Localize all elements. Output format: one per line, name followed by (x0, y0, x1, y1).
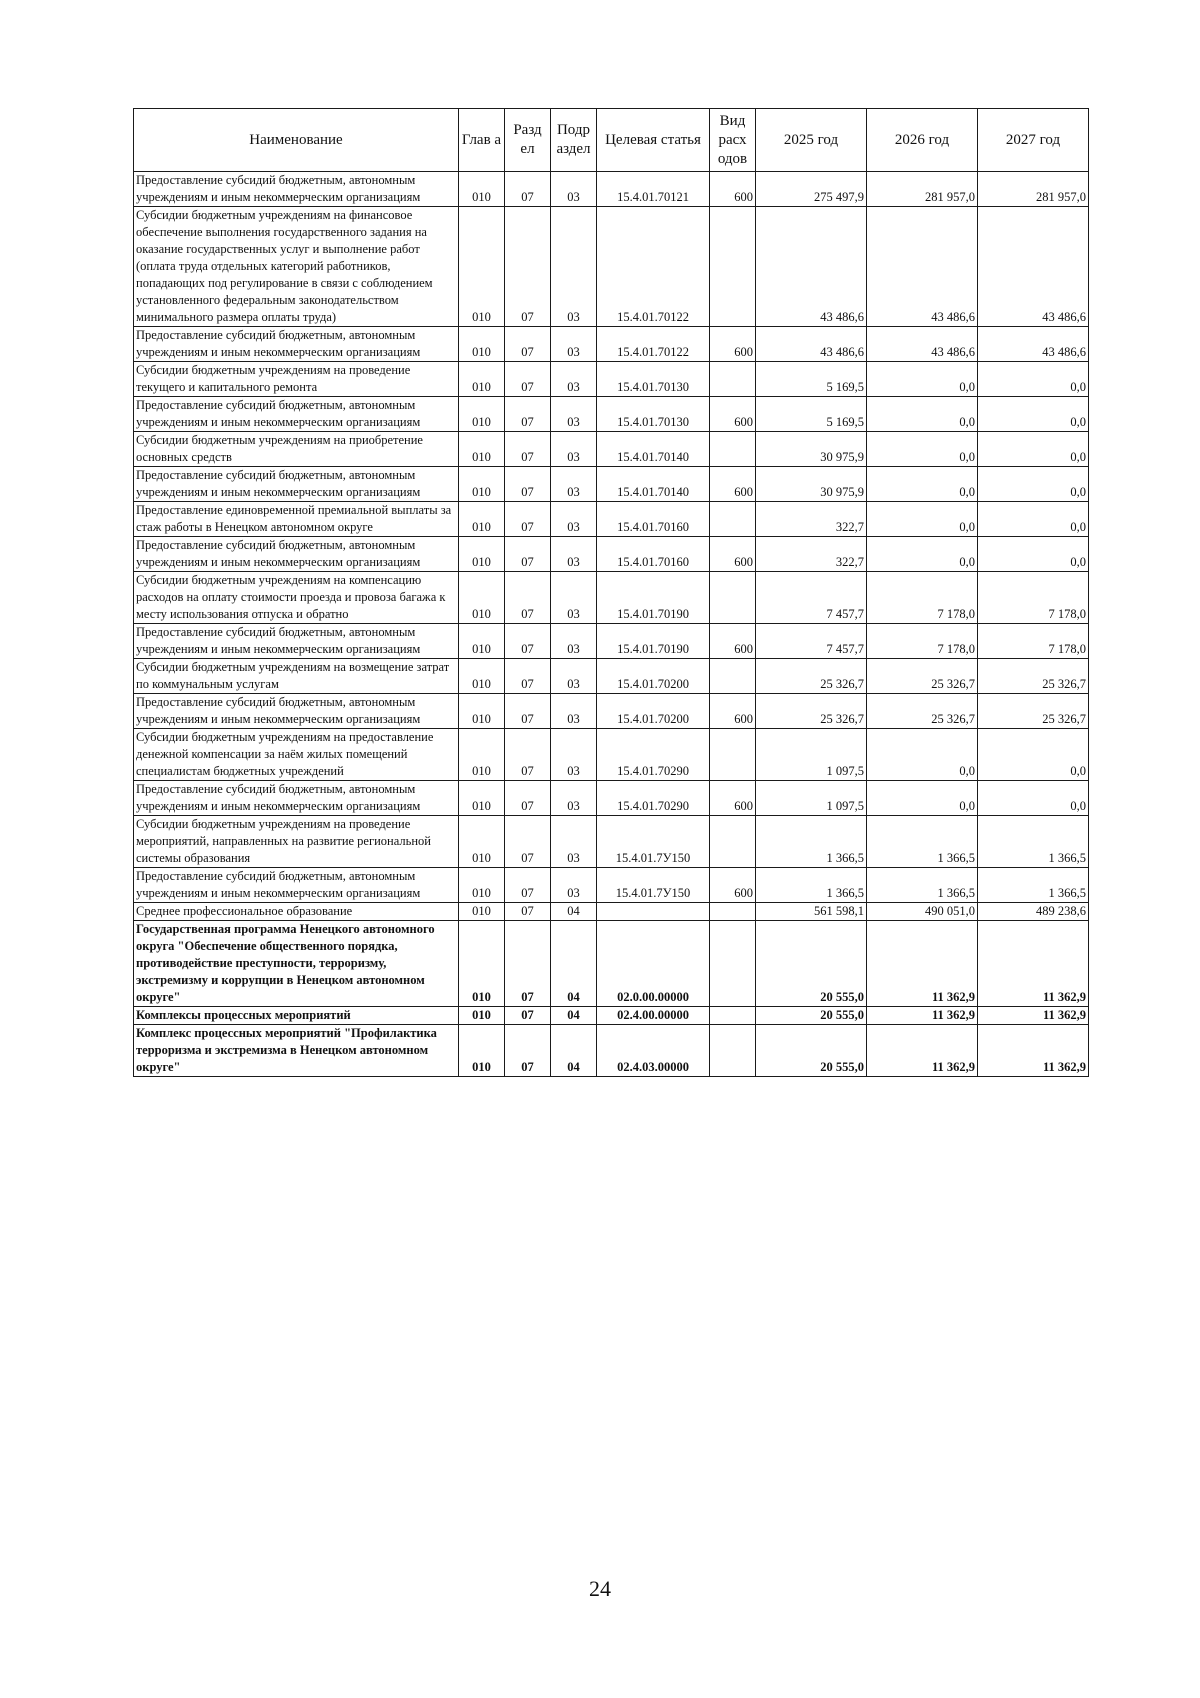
cell-name: Субсидии бюджетным учреждениям на компенсацию расходов на оплату стоимости проезда и провоза багажа к месту использования отпуска и обратно (134, 572, 459, 624)
cell-article: 15.4.01.70160 (597, 537, 710, 572)
cell-2027: 7 178,0 (978, 572, 1089, 624)
cell-glava: 010 (459, 467, 505, 502)
cell-2026: 11 362,9 (867, 1007, 978, 1025)
cell-2025: 1 366,5 (756, 868, 867, 903)
cell-vid: 600 (710, 327, 756, 362)
cell-vid (710, 502, 756, 537)
cell-podrazdel: 04 (551, 921, 597, 1007)
cell-glava: 010 (459, 868, 505, 903)
table-row (134, 624, 1089, 659)
table-row (134, 502, 1089, 537)
cell-2025: 7 457,7 (756, 624, 867, 659)
cell-vid (710, 432, 756, 467)
cell-2026: 0,0 (867, 781, 978, 816)
cell-2026: 281 957,0 (867, 172, 978, 207)
cell-2025: 1 097,5 (756, 781, 867, 816)
cell-glava: 010 (459, 572, 505, 624)
cell-2025: 20 555,0 (756, 921, 867, 1007)
cell-name: Предоставление субсидий бюджетным, автономным учреждениям и иным некоммерческим организациям (134, 781, 459, 816)
cell-article: 15.4.01.70200 (597, 694, 710, 729)
cell-2027: 0,0 (978, 397, 1089, 432)
cell-razdel: 07 (505, 694, 551, 729)
cell-article: 15.4.01.70130 (597, 397, 710, 432)
cell-vid (710, 903, 756, 921)
cell-razdel: 07 (505, 1007, 551, 1025)
cell-2025: 1 366,5 (756, 816, 867, 868)
cell-podrazdel: 03 (551, 572, 597, 624)
cell-2026: 11 362,9 (867, 921, 978, 1007)
cell-razdel: 07 (505, 397, 551, 432)
cell-2026: 1 366,5 (867, 868, 978, 903)
cell-podrazdel: 03 (551, 362, 597, 397)
cell-article: 02.4.03.00000 (597, 1025, 710, 1077)
cell-2027: 11 362,9 (978, 1007, 1089, 1025)
cell-glava: 010 (459, 816, 505, 868)
cell-name: Предоставление субсидий бюджетным, автономным учреждениям и иным некоммерческим организациям (134, 537, 459, 572)
cell-razdel: 07 (505, 729, 551, 781)
cell-razdel: 07 (505, 921, 551, 1007)
cell-podrazdel: 04 (551, 1007, 597, 1025)
cell-2027: 281 957,0 (978, 172, 1089, 207)
cell-2025: 20 555,0 (756, 1025, 867, 1077)
cell-glava: 010 (459, 921, 505, 1007)
table-row (134, 903, 1089, 921)
cell-name: Предоставление субсидий бюджетным, автономным учреждениям и иным некоммерческим организациям (134, 467, 459, 502)
cell-article: 15.4.01.7У150 (597, 868, 710, 903)
cell-2026: 43 486,6 (867, 327, 978, 362)
cell-podrazdel: 03 (551, 207, 597, 327)
cell-razdel: 07 (505, 868, 551, 903)
cell-2025: 20 555,0 (756, 1007, 867, 1025)
cell-name: Предоставление субсидий бюджетным, автономным учреждениям и иным некоммерческим организациям (134, 694, 459, 729)
header-2027: 2027 год (978, 109, 1089, 172)
cell-2027: 43 486,6 (978, 327, 1089, 362)
cell-name: Субсидии бюджетным учреждениям на проведение мероприятий, направленных на развитие региональной системы образования (134, 816, 459, 868)
cell-2025: 43 486,6 (756, 327, 867, 362)
cell-article: 15.4.01.70160 (597, 502, 710, 537)
budget-table (133, 108, 1089, 1077)
cell-2026: 25 326,7 (867, 694, 978, 729)
table-row (134, 362, 1089, 397)
cell-razdel: 07 (505, 327, 551, 362)
cell-2026: 0,0 (867, 362, 978, 397)
cell-vid: 600 (710, 694, 756, 729)
cell-vid (710, 1025, 756, 1077)
cell-2027: 25 326,7 (978, 694, 1089, 729)
cell-vid (710, 659, 756, 694)
cell-vid (710, 572, 756, 624)
cell-name: Предоставление субсидий бюджетным, автономным учреждениям и иным некоммерческим организациям (134, 397, 459, 432)
cell-glava: 010 (459, 903, 505, 921)
cell-podrazdel: 03 (551, 432, 597, 467)
cell-name: Предоставление субсидий бюджетным, автономным учреждениям и иным некоммерческим организациям (134, 172, 459, 207)
cell-vid: 600 (710, 172, 756, 207)
table-row (134, 537, 1089, 572)
table-row (134, 921, 1089, 1007)
table-row (134, 172, 1089, 207)
cell-2025: 30 975,9 (756, 432, 867, 467)
cell-glava: 010 (459, 694, 505, 729)
cell-podrazdel: 03 (551, 624, 597, 659)
table-row (134, 327, 1089, 362)
cell-article: 15.4.01.70121 (597, 172, 710, 207)
cell-2026: 490 051,0 (867, 903, 978, 921)
cell-2027: 0,0 (978, 362, 1089, 397)
cell-name: Предоставление субсидий бюджетным, автономным учреждениям и иным некоммерческим организациям (134, 868, 459, 903)
cell-podrazdel: 03 (551, 816, 597, 868)
cell-2027: 25 326,7 (978, 659, 1089, 694)
cell-name: Субсидии бюджетным учреждениям на приобретение основных средств (134, 432, 459, 467)
cell-glava: 010 (459, 327, 505, 362)
table-row (134, 816, 1089, 868)
header-name: Наименование (134, 109, 459, 172)
cell-2025: 275 497,9 (756, 172, 867, 207)
cell-2027: 7 178,0 (978, 624, 1089, 659)
cell-2027: 0,0 (978, 781, 1089, 816)
cell-glava: 010 (459, 502, 505, 537)
cell-razdel: 07 (505, 781, 551, 816)
cell-article: 15.4.01.70190 (597, 572, 710, 624)
cell-2026: 0,0 (867, 502, 978, 537)
cell-2025: 322,7 (756, 537, 867, 572)
cell-article (597, 903, 710, 921)
cell-vid (710, 1007, 756, 1025)
cell-2027: 489 238,6 (978, 903, 1089, 921)
cell-2027: 0,0 (978, 432, 1089, 467)
cell-name: Субсидии бюджетным учреждениям на возмещение затрат по коммунальным услугам (134, 659, 459, 694)
cell-vid: 600 (710, 781, 756, 816)
cell-article: 15.4.01.70290 (597, 729, 710, 781)
cell-podrazdel: 03 (551, 172, 597, 207)
cell-razdel: 07 (505, 467, 551, 502)
cell-name: Государственная программа Ненецкого автономного округа "Обеспечение общественного порядка, противодействие преступности, терроризму, экстремизму и коррупции в Ненецком автономном округе" (134, 921, 459, 1007)
cell-podrazdel: 03 (551, 659, 597, 694)
cell-vid: 600 (710, 467, 756, 502)
cell-vid (710, 362, 756, 397)
table-row (134, 467, 1089, 502)
cell-razdel: 07 (505, 903, 551, 921)
table-row (134, 694, 1089, 729)
cell-name: Предоставление субсидий бюджетным, автономным учреждениям и иным некоммерческим организациям (134, 624, 459, 659)
table-row (134, 1007, 1089, 1025)
cell-2027: 0,0 (978, 537, 1089, 572)
cell-2025: 25 326,7 (756, 659, 867, 694)
cell-2025: 5 169,5 (756, 362, 867, 397)
cell-2026: 11 362,9 (867, 1025, 978, 1077)
cell-podrazdel: 04 (551, 1025, 597, 1077)
header-2025: 2025 год (756, 109, 867, 172)
cell-name: Предоставление единовременной премиальной выплаты за стаж работы в Ненецком автономном округе (134, 502, 459, 537)
cell-2026: 0,0 (867, 537, 978, 572)
cell-name: Субсидии бюджетным учреждениям на проведение текущего и капитального ремонта (134, 362, 459, 397)
cell-article: 02.0.00.00000 (597, 921, 710, 1007)
cell-2026: 7 178,0 (867, 624, 978, 659)
cell-vid (710, 816, 756, 868)
cell-article: 15.4.01.70140 (597, 467, 710, 502)
cell-glava: 010 (459, 207, 505, 327)
cell-2025: 43 486,6 (756, 207, 867, 327)
cell-2026: 25 326,7 (867, 659, 978, 694)
cell-glava: 010 (459, 537, 505, 572)
cell-2026: 0,0 (867, 729, 978, 781)
table-row (134, 729, 1089, 781)
cell-razdel: 07 (505, 1025, 551, 1077)
cell-glava: 010 (459, 729, 505, 781)
cell-vid: 600 (710, 537, 756, 572)
cell-podrazdel: 03 (551, 694, 597, 729)
cell-glava: 010 (459, 362, 505, 397)
cell-2026: 0,0 (867, 432, 978, 467)
cell-name: Предоставление субсидий бюджетным, автономным учреждениям и иным некоммерческим организациям (134, 327, 459, 362)
cell-2027: 0,0 (978, 729, 1089, 781)
cell-podrazdel: 03 (551, 467, 597, 502)
cell-razdel: 07 (505, 816, 551, 868)
cell-glava: 010 (459, 659, 505, 694)
cell-glava: 010 (459, 432, 505, 467)
cell-vid (710, 729, 756, 781)
cell-razdel: 07 (505, 502, 551, 537)
cell-vid: 600 (710, 624, 756, 659)
page-number: 24 (589, 1576, 611, 1601)
table-row (134, 397, 1089, 432)
cell-2026: 1 366,5 (867, 816, 978, 868)
cell-razdel: 07 (505, 172, 551, 207)
cell-razdel: 07 (505, 207, 551, 327)
cell-razdel: 07 (505, 624, 551, 659)
cell-name: Комплекс процессных мероприятий "Профилактика терроризма и экстремизма в Ненецком автономном округе" (134, 1025, 459, 1077)
cell-article: 15.4.01.70290 (597, 781, 710, 816)
table-body (134, 172, 1089, 1077)
cell-glava: 010 (459, 1025, 505, 1077)
header-2026: 2026 год (867, 109, 978, 172)
table-row (134, 1025, 1089, 1077)
cell-2026: 0,0 (867, 467, 978, 502)
cell-article: 15.4.01.7У150 (597, 816, 710, 868)
cell-vid: 600 (710, 397, 756, 432)
cell-article: 15.4.01.70190 (597, 624, 710, 659)
header-razdel: Разд ел (505, 109, 551, 172)
cell-article: 15.4.01.70122 (597, 207, 710, 327)
cell-2025: 25 326,7 (756, 694, 867, 729)
cell-razdel: 07 (505, 659, 551, 694)
cell-podrazdel: 03 (551, 537, 597, 572)
cell-name: Среднее профессиональное образование (134, 903, 459, 921)
cell-vid: 600 (710, 868, 756, 903)
cell-2027: 1 366,5 (978, 868, 1089, 903)
cell-name: Субсидии бюджетным учреждениям на финансовое обеспечение выполнения государственного задания на оказание государственных услуг и выполнение работ (оплата труда отдельных категорий работников, попадающих под регулирование в связи с соблюдением установленного федеральным законодательством минимального размера оплаты труда) (134, 207, 459, 327)
cell-glava: 010 (459, 172, 505, 207)
table-header-row (134, 109, 1089, 172)
cell-2025: 7 457,7 (756, 572, 867, 624)
cell-podrazdel: 03 (551, 327, 597, 362)
cell-glava: 010 (459, 1007, 505, 1025)
table-row (134, 572, 1089, 624)
cell-2027: 43 486,6 (978, 207, 1089, 327)
cell-2025: 561 598,1 (756, 903, 867, 921)
cell-podrazdel: 03 (551, 781, 597, 816)
cell-2027: 11 362,9 (978, 1025, 1089, 1077)
cell-article: 15.4.01.70200 (597, 659, 710, 694)
header-article: Целевая статья (597, 109, 710, 172)
cell-2025: 1 097,5 (756, 729, 867, 781)
cell-article: 15.4.01.70140 (597, 432, 710, 467)
cell-2027: 0,0 (978, 467, 1089, 502)
cell-podrazdel: 03 (551, 868, 597, 903)
cell-2025: 30 975,9 (756, 467, 867, 502)
cell-2027: 11 362,9 (978, 921, 1089, 1007)
header-podrazdel: Подр аздел (551, 109, 597, 172)
table-row (134, 659, 1089, 694)
header-vid: Вид расх одов (710, 109, 756, 172)
table-row (134, 432, 1089, 467)
cell-razdel: 07 (505, 537, 551, 572)
cell-glava: 010 (459, 781, 505, 816)
table-row (134, 781, 1089, 816)
cell-vid (710, 921, 756, 1007)
cell-razdel: 07 (505, 572, 551, 624)
header-glava: Глав а (459, 109, 505, 172)
cell-2025: 322,7 (756, 502, 867, 537)
cell-podrazdel: 03 (551, 502, 597, 537)
cell-razdel: 07 (505, 432, 551, 467)
cell-podrazdel: 03 (551, 397, 597, 432)
cell-glava: 010 (459, 397, 505, 432)
cell-article: 02.4.00.00000 (597, 1007, 710, 1025)
cell-razdel: 07 (505, 362, 551, 397)
cell-name: Субсидии бюджетным учреждениям на предоставление денежной компенсации за наём жилых помещений специалистам бюджетных учреждений (134, 729, 459, 781)
cell-2025: 5 169,5 (756, 397, 867, 432)
cell-name: Комплексы процессных мероприятий (134, 1007, 459, 1025)
table-row (134, 868, 1089, 903)
cell-article: 15.4.01.70122 (597, 327, 710, 362)
cell-2026: 0,0 (867, 397, 978, 432)
cell-2027: 1 366,5 (978, 816, 1089, 868)
cell-2027: 0,0 (978, 502, 1089, 537)
cell-podrazdel: 03 (551, 729, 597, 781)
cell-2026: 43 486,6 (867, 207, 978, 327)
cell-podrazdel: 04 (551, 903, 597, 921)
cell-vid (710, 207, 756, 327)
cell-2026: 7 178,0 (867, 572, 978, 624)
cell-article: 15.4.01.70130 (597, 362, 710, 397)
table-row (134, 207, 1089, 327)
cell-glava: 010 (459, 624, 505, 659)
